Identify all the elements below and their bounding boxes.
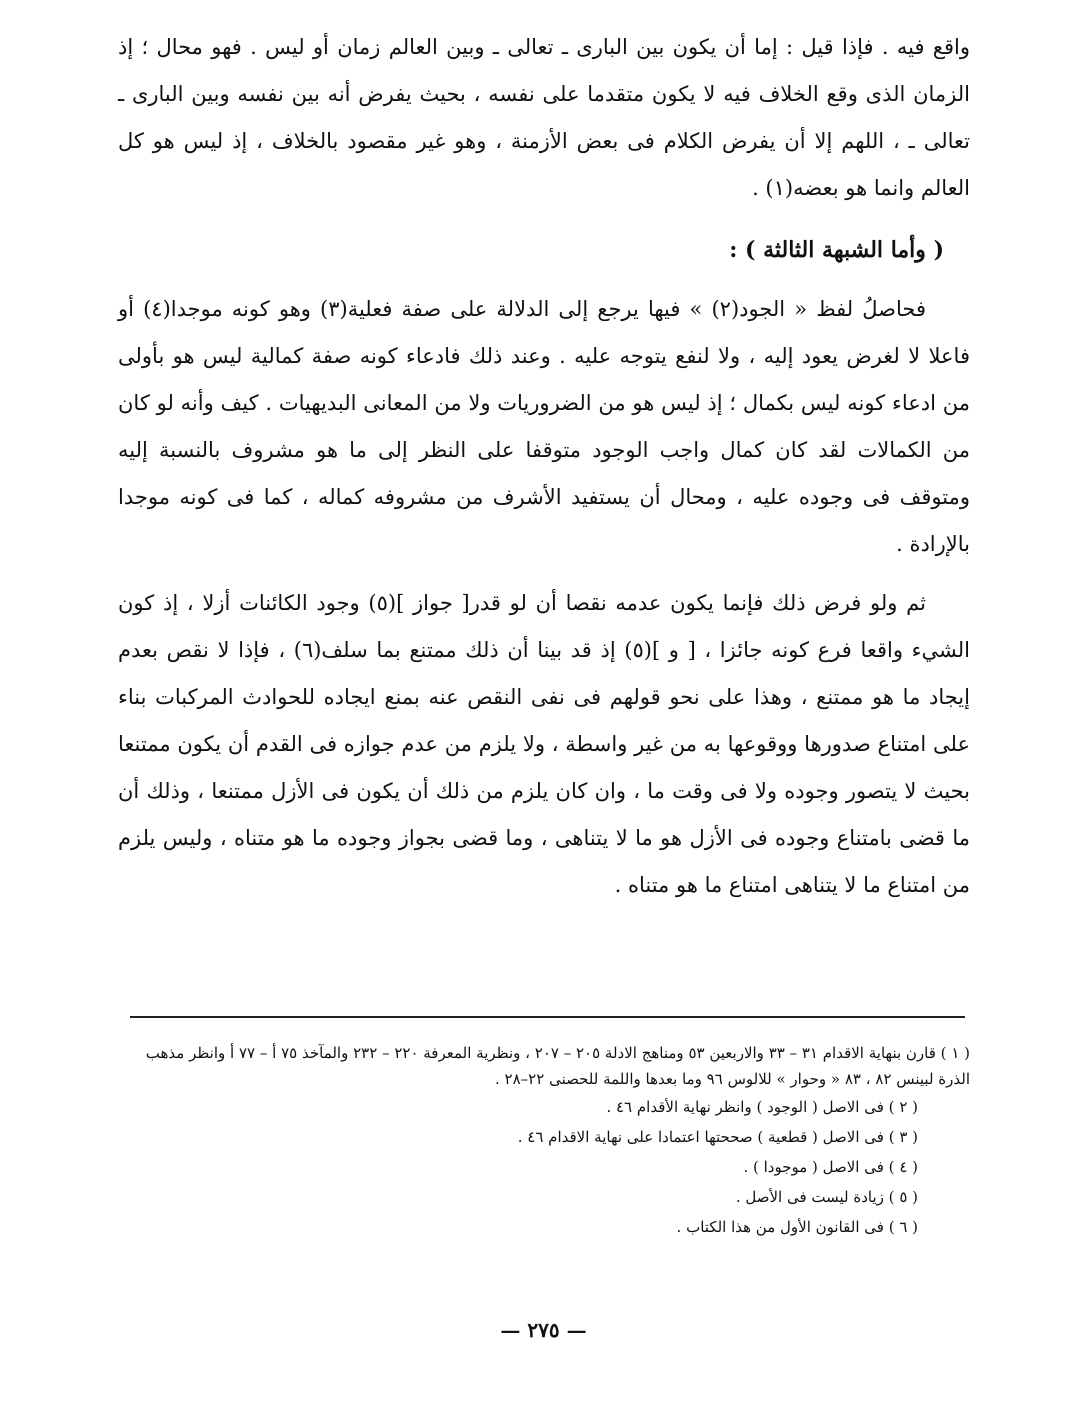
paragraph-1: واقع فيه . فإذا قيل : إما أن يكون بين البارى ـ تعالى ـ وبين العالم زمان أو ليس . فهو محال ؛ إذ الزمان الذى وقع الخلاف فيه لا يكون متقدما على نفسه ، بحيث يفرض أنه بين نفسه وبين البارى ـ تعالى ـ ، اللهم إلا أن يفرض الكلام فى بعض الأزمنة ، وهو غير مقصود بالخلاف ، إذ ليس هو كل العالم وانما هو بعضه(١) .	[118, 35, 970, 200]
footnotes	[118, 1040, 970, 1242]
footnote-3: ( ٣ ) فى الاصل ( قطعية ) صححتها اعتمادا على نهاية الاقدام ٤٦ .	[517, 1128, 918, 1146]
footnote-1: ( ١ ) قارن بنهاية الاقدام ٣١ – ٣٣ والاربعين ٥٣ ومناهج الادلة ٢٠٥ – ٢٠٧ ، ونظرية المعرفة ٢٢٠ – ٢٣٢ والمآخذ ٧٥ أ – ٧٧ أ وانظر مذهب الذرة لبينس ٨٢ ، ٨٣ « وحوار » للالوس ٩٦ وما بعدها واللمة للحصنى ٢٢–٢٨ .	[145, 1044, 970, 1088]
footnote-divider	[130, 1016, 965, 1018]
main-text	[118, 24, 970, 909]
paragraph-2: فحاصلُ لفظ « الجود(٢) » فيها يرجع إلى الدلالة على صفة فعلية(٣) وهو كونه موجدا(٤) أو فاعلا لا لغرض يعود إليه ، ولا لنفع يتوجه عليه . وعند ذلك فادعاء كونه صفة كمالية ليس هو بأولى من ادعاء كونه ليس بكمال ؛ إذ ليس هو من الضروريات ولا من المعانى البديهيات . كيف وأنه لو كان من الكمالات لقد كان كمال واجب الوجود متوقفا على النظر إلى ما هو مشروف بالنسبة إليه ومتوقف فى وجوده عليه ، ومحال أن يستفيد الأشرف من مشروفه كماله ، كما فى كونه موجدا بالإرادة .	[118, 297, 970, 556]
footnote-6: ( ٦ ) فى القانون الأول من هذا الكتاب .	[676, 1218, 918, 1236]
footnote-4: ( ٤ ) فى الاصل ( موجودا ) .	[743, 1158, 918, 1176]
section-heading: ( وأما الشبهة الثالثة ) :	[729, 237, 944, 263]
page-number: — ٢٧٥ —	[500, 1318, 587, 1342]
footnote-2: ( ٢ ) فى الاصل ( الوجود ) وانظر نهاية الأقدام ٤٦ .	[606, 1098, 918, 1116]
footnote-5: ( ٥ ) زيادة ليست فى الأصل .	[735, 1188, 918, 1206]
paragraph-gap	[118, 568, 970, 580]
paragraph-3: ثم ولو فرض ذلك فإنما يكون عدمه نقصا أن لو قدر[ جواز ](٥) وجود الكائنات أزلا ، إذ كون الشيء واقعا فرع كونه جائزا ، [ و ](٥) إذ قد بينا أن ذلك ممتنع بما سلف(٦) ، فإذا لا نقص بعدم إيجاد ما هو ممتنع ، وهذا على نحو قولهم فى نفى النقص عنه بمنع ايجاده للحوادث المركبات بناء على امتناع صدورها ووقوعها به من غير واسطة ، ولا يلزم من عدم جوازه فى القدم أن يكون ممتنعا بحيث لا يتصور وجوده ولا فى وقت ما ، وان كان يلزم من ذلك أن يكون فى الأزل ممتنعا ، وذلك أن ما قضى بامتناع وجوده فى الأزل هو ما لا يتناهى ، وما قضى بجواز وجوده ما هو متناه ، وليس يلزم من امتناع ما لا يتناهى امتناع ما هو متناه .	[118, 591, 970, 897]
